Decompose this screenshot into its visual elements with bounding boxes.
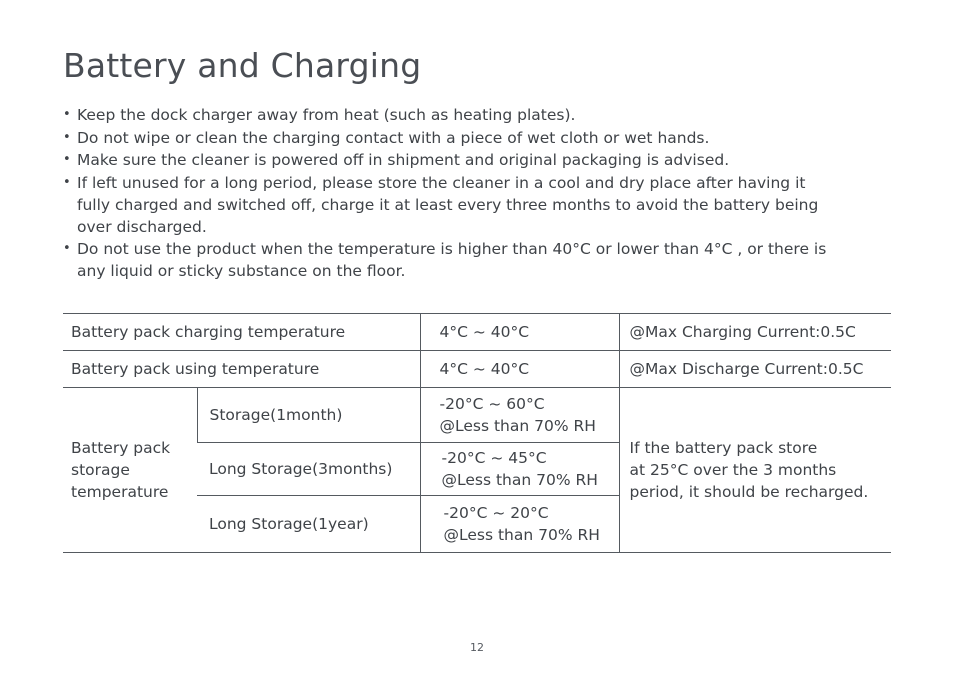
storage-note-line: If the battery pack store <box>629 439 818 457</box>
storage-range-text: -20°C ~ 20°C <box>443 504 549 522</box>
charging-current-note: @Max Charging Current:0.5C <box>619 314 891 351</box>
storage-period-label: Long Storage(1year) <box>197 496 420 553</box>
storage-recharge-note <box>619 388 891 553</box>
storage-note-line: period, it should be recharged. <box>629 483 869 501</box>
battery-spec-table <box>63 313 891 553</box>
storage-period-label: Long Storage(3months) <box>197 443 420 496</box>
table-row-storage-1month <box>63 388 891 443</box>
storage-label-line: storage <box>71 461 130 479</box>
storage-label-line: temperature <box>71 483 169 501</box>
bullet-item <box>63 104 893 126</box>
page-number: 12 <box>470 641 484 654</box>
storage-humidity-text: @Less than 70% RH <box>439 417 596 435</box>
using-temp-label: Battery pack using temperature <box>63 351 420 388</box>
table-row-charging <box>63 314 891 351</box>
storage-range-text: -20°C ~ 60°C <box>439 395 545 413</box>
storage-temp-range <box>420 443 619 496</box>
storage-period-label: Storage(1month) <box>197 388 420 443</box>
bullet-item <box>63 172 893 238</box>
discharge-current-note: @Max Discharge Current:0.5C <box>619 351 891 388</box>
bullet-text: Make sure the cleaner is powered off in shipment and original packaging is advised. <box>77 151 730 169</box>
bullet-text: Keep the dock charger away from heat (such as heating plates). <box>77 106 576 124</box>
bullet-dot-icon: • <box>63 107 71 122</box>
bullet-item <box>63 149 893 171</box>
bullet-dot-icon: • <box>63 174 71 190</box>
bullet-dot-icon: • <box>63 129 71 145</box>
storage-humidity-text: @Less than 70% RH <box>441 471 598 489</box>
storage-humidity-text: @Less than 70% RH <box>443 526 600 544</box>
using-temp-range: 4°C ~ 40°C <box>420 351 619 388</box>
storage-label-line: Battery pack <box>71 439 171 457</box>
bullet-text: any liquid or sticky substance on the floor. <box>77 262 406 280</box>
bullet-text: over discharged. <box>77 217 207 236</box>
bullet-dot-icon: • <box>63 152 71 167</box>
bullet-text: fully charged and switched off, charge it at least every three months to avoid the battery being <box>77 195 819 214</box>
table-row-using <box>63 351 891 388</box>
storage-temp-range <box>420 388 619 443</box>
bullet-text: If left unused for a long period, please store the cleaner in a cool and dry place after having it <box>77 173 806 192</box>
storage-note-line: at 25°C over the 3 months <box>629 461 837 479</box>
storage-range-text: -20°C ~ 45°C <box>441 449 547 467</box>
bullet-item <box>63 127 893 149</box>
bullet-text: Do not wipe or clean the charging contact with a piece of wet cloth or wet hands. <box>77 128 710 147</box>
storage-temp-range <box>420 496 619 553</box>
bullet-item <box>63 238 893 282</box>
page-title: Battery and Charging <box>63 46 422 85</box>
charging-temp-label: Battery pack charging temperature <box>63 314 420 351</box>
safety-bullet-list <box>63 104 893 283</box>
charging-temp-range: 4°C ~ 40°C <box>420 314 619 351</box>
bullet-dot-icon: • <box>63 241 71 256</box>
storage-temp-label <box>63 388 197 553</box>
bullet-text: Do not use the product when the temperature is higher than 40°C or lower than 4°C , or there is <box>77 240 827 258</box>
